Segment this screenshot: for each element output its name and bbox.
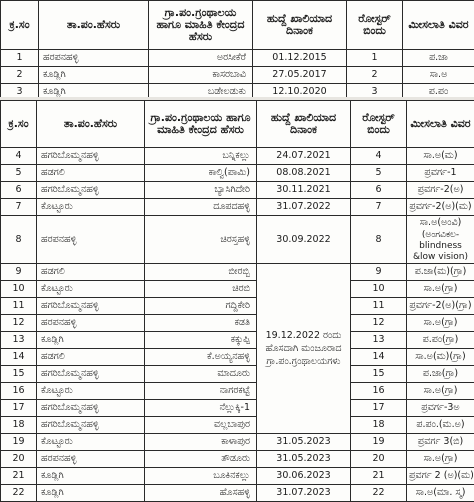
library-cell: ಬನ್ನಿಕಲ್ಲು <box>145 148 257 165</box>
serial-cell: 19 <box>1 434 37 451</box>
table-row <box>1 315 474 332</box>
table-row <box>1 366 474 383</box>
library-cell: ನೆಲ್ಲುಕ್ಕಿ-1 <box>145 400 257 417</box>
table-row <box>1 298 474 315</box>
col-header-roster: ರೋಸ್ಟರ್ ಬಿಂದು <box>351 101 407 148</box>
table-row <box>1 281 474 298</box>
reservation-cell: ಸಾ.ಅ(ಮ) <box>407 148 474 165</box>
table-header-row <box>1 101 474 148</box>
reservation-cell: ಸಾ.ಅ(ಗ್ರಾ) <box>407 281 474 298</box>
taluk-cell: ಹಗರಿಬೊಮ್ಮನಹಳ್ಳಿ <box>37 400 145 417</box>
date-cell: 30.11.2021 <box>257 182 351 199</box>
library-cell: ದೂಪದಹಳ್ಳಿ <box>145 199 257 216</box>
roster-cell: 6 <box>351 182 407 199</box>
table-row <box>1 148 474 165</box>
library-cell: ತೌಡೂರು <box>145 451 257 468</box>
merged-date-note: 19.12.2022 ರಂದು ಹೊಸದಾಗಿ ಮಂಜೂರಾದ ಗ್ರಾ.ಪಂ.ಗ್ರಂಥಾಲಯಗಳು <box>257 264 351 434</box>
date-cell: 31.07.2023 <box>257 485 351 502</box>
taluk-cell: ಹಗರಿಬೊಮ್ಮನಹಳ್ಳಿ <box>37 366 145 383</box>
roster-cell: 8 <box>351 216 407 264</box>
roster-cell: 9 <box>351 264 407 281</box>
serial-cell: 9 <box>1 264 37 281</box>
reservation-cell: ಪ್ರವರ್ಗ-3ಅ <box>407 400 474 417</box>
vacancy-table-1 <box>0 0 474 101</box>
reservation-cell: ಪ್ರವರ್ಗ-2(ಅ)(ಗ್ರಾ) <box>407 298 474 315</box>
table-row <box>1 434 474 451</box>
roster-cell: 4 <box>351 148 407 165</box>
reservation-cell: ಪ್ರವರ್ಗ 3(ಬಿ) <box>407 434 474 451</box>
roster-cell: 19 <box>351 434 407 451</box>
reservation-note: (ಅಂಗವಿಕಲ-blindness &low vision) <box>409 230 472 263</box>
library-cell: ಬ್ಯಾಸಿಗಿದೇರಿ <box>145 182 257 199</box>
reservation-cell: ಪ.ಪಂ <box>403 84 474 101</box>
table-row <box>1 383 474 400</box>
table-row <box>1 182 474 199</box>
col-header-taluk: ತಾ.ಪಂ.ಹೆಸರು <box>37 101 145 148</box>
serial-cell: 18 <box>1 417 37 434</box>
library-cell: ಕಕ್ಕುಪ್ಪಿ <box>145 332 257 349</box>
roster-cell: 7 <box>351 199 407 216</box>
serial-cell: 17 <box>1 400 37 417</box>
serial-cell: 21 <box>1 468 37 485</box>
taluk-cell: ಹಗರಿಬೊಮ್ಮನಹಳ್ಳಿ <box>37 298 145 315</box>
reservation-cell: ಸಾ.ಅ(ಮ)(ಗ್ರಾ) <box>407 349 474 366</box>
col-header-reservation: ಮೀಸಲಾತಿ ವಿವರ <box>407 101 474 148</box>
library-cell: ಬೀರಬ್ಬಿ <box>145 264 257 281</box>
roster-cell: 17 <box>351 400 407 417</box>
roster-cell: 22 <box>351 485 407 502</box>
library-cell: ಕಾಳಾಪುರ <box>145 434 257 451</box>
library-cell: ಬೂಕಿನಕಲ್ಲು <box>145 468 257 485</box>
col-header-library: ಗ್ರಾ.ಪಂ.ಗ್ರಂಥಾಲಯ ಹಾಗೂ ಮಾಹಿತಿ ಕೇಂದ್ರದ ಹೆಸರು <box>149 1 253 50</box>
date-cell: 12.10.2020 <box>253 84 347 101</box>
serial-cell: 12 <box>1 315 37 332</box>
taluk-cell: ಹಡಗಲಿ <box>37 165 145 182</box>
table-row <box>1 67 474 84</box>
date-cell: 31.05.2023 <box>257 451 351 468</box>
table-row <box>1 349 474 366</box>
reservation-cell <box>407 216 474 264</box>
library-cell: ಮಾದೂರು <box>145 366 257 383</box>
reservation-cell: ಪ.ಜಾ(ಗ್ರಾ) <box>407 366 474 383</box>
library-cell: ಬಡೇಲಡುಕು <box>149 84 253 101</box>
taluk-cell: ಕೂಡ್ಲಿಗಿ <box>39 84 149 101</box>
serial-cell: 8 <box>1 216 37 264</box>
reservation-cell: ಪ್ರವರ್ಗ-2(ಅ)(ಮ) <box>407 199 474 216</box>
date-cell: 30.09.2022 <box>257 216 351 264</box>
date-cell: 08.08.2021 <box>257 165 351 182</box>
roster-cell: 18 <box>351 417 407 434</box>
reservation-value: ಸಾ.ಅ(ಅಂವಿ) <box>409 216 472 230</box>
table-row <box>1 264 474 281</box>
library-cell: ನಾಗರಕಟ್ಟೆ <box>145 383 257 400</box>
serial-cell: 5 <box>1 165 37 182</box>
roster-cell: 21 <box>351 468 407 485</box>
taluk-cell: ಕೊಟ್ಟೂರು <box>37 199 145 216</box>
serial-cell: 3 <box>1 84 39 101</box>
reservation-cell: ಸಾ.ಅ <box>403 67 474 84</box>
col-header-vacancy-date: ಹುದ್ದೆ ಖಾಲಿಯಾದ ದಿನಾಂಕ <box>253 1 347 50</box>
library-cell: ಕೆ.ಅಯ್ಯನಹಳ್ಳಿ <box>145 349 257 366</box>
library-cell: ಗದ್ದಿಕೇರಿ <box>145 298 257 315</box>
serial-cell: 14 <box>1 349 37 366</box>
col-header-reservation: ಮೀಸಲಾತಿ ವಿವರ <box>403 1 474 50</box>
roster-cell: 1 <box>347 50 403 67</box>
taluk-cell: ಹರಪನಹಳ್ಳಿ <box>37 315 145 332</box>
taluk-cell: ಹಡಗಲಿ <box>37 349 145 366</box>
taluk-cell: ಕೂಡ್ಲಿಗಿ <box>39 67 149 84</box>
reservation-cell: ಪ.ಜಾ <box>403 50 474 67</box>
reservation-cell: ಪ.ಪಂ.(ಮ.ಅ) <box>407 417 474 434</box>
reservation-cell: ಸಾ.ಅ(ಮಾ. ಸ್ಮ) <box>407 485 474 502</box>
taluk-cell: ಕೂಡ್ಲಿಗಿ <box>37 485 145 502</box>
col-header-serial: ಕ್ರ.ಸಂ <box>1 101 37 148</box>
table-2-section <box>0 100 474 482</box>
library-cell: ಕಡತಿ <box>145 315 257 332</box>
col-header-vacancy-date: ಹುದ್ದೆ ಖಾಲಿಯಾದ ದಿನಾಂಕ <box>257 101 351 148</box>
date-cell: 30.06.2023 <box>257 468 351 485</box>
col-header-roster: ರೋಸ್ಟರ್ ಬಿಂದು <box>347 1 403 50</box>
vacancy-table-2 <box>0 100 474 502</box>
serial-cell: 4 <box>1 148 37 165</box>
table-row <box>1 199 474 216</box>
taluk-cell: ಕೊಟ್ಟೂರು <box>37 434 145 451</box>
roster-cell: 16 <box>351 383 407 400</box>
taluk-cell: ಹಗರಿಬೊಮ್ಮನಹಳ್ಳಿ <box>37 182 145 199</box>
table-row <box>1 400 474 417</box>
taluk-cell: ಹರಪನಹಳ್ಳಿ <box>37 216 145 264</box>
table-row <box>1 332 474 349</box>
date-cell: 31.05.2023 <box>257 434 351 451</box>
serial-cell: 20 <box>1 451 37 468</box>
roster-cell: 2 <box>347 67 403 84</box>
taluk-cell: ಕೊಟ್ಟೂರು <box>37 383 145 400</box>
library-cell: ವಲ್ಲಬಾಪುರ <box>145 417 257 434</box>
table-header-row <box>1 1 474 50</box>
serial-cell: 2 <box>1 67 39 84</box>
roster-cell: 11 <box>351 298 407 315</box>
serial-cell: 15 <box>1 366 37 383</box>
col-header-library: ಗ್ರಾ.ಪಂ.ಗ್ರಂಥಾಲಯ ಹಾಗೂ ಮಾಹಿತಿ ಕೇಂದ್ರದ ಹೆಸರು <box>145 101 257 148</box>
roster-cell: 20 <box>351 451 407 468</box>
taluk-cell: ಕೂಡ್ಲಿಗಿ <box>37 332 145 349</box>
reservation-cell: ಪ್ರವರ್ಗ-1 <box>407 165 474 182</box>
reservation-cell: ಪ.ಪಂ(ಗ್ರಾ) <box>407 332 474 349</box>
roster-cell: 13 <box>351 332 407 349</box>
taluk-cell: ಹಗರಿಬೊಮ್ಮನಹಳ್ಳಿ <box>37 148 145 165</box>
reservation-cell: ಸಾ.ಅ(ಗ್ರಾ) <box>407 315 474 332</box>
roster-cell: 3 <box>347 84 403 101</box>
reservation-cell: ಪ್ರವರ್ಗ-2(ಅ) <box>407 182 474 199</box>
roster-cell: 5 <box>351 165 407 182</box>
serial-cell: 10 <box>1 281 37 298</box>
serial-cell: 13 <box>1 332 37 349</box>
library-cell: ಚಿರಬಿ <box>145 281 257 298</box>
library-cell: ಅರಸೀಕೆರೆ <box>149 50 253 67</box>
taluk-cell: ಹಗರಿಬೊಮ್ಮನಹಳ್ಳಿ <box>37 417 145 434</box>
library-cell: ಚಿರಸ್ತಹಳ್ಳಿ <box>145 216 257 264</box>
table-row <box>1 451 474 468</box>
date-cell: 24.07.2021 <box>257 148 351 165</box>
col-header-taluk: ತಾ.ಪಂ.ಹೆಸರು <box>39 1 149 50</box>
reservation-cell: ಪ್ರವರ್ಗ 2 (ಅ)(ಮ) <box>407 468 474 485</box>
col-header-serial: ಕ್ರ.ಸಂ <box>1 1 39 50</box>
library-cell: ಹೊಸಹಳ್ಳಿ <box>145 485 257 502</box>
roster-cell: 14 <box>351 349 407 366</box>
table-row <box>1 417 474 434</box>
serial-cell: 22 <box>1 485 37 502</box>
library-cell: ಕಾಸರಬಾವಿ <box>149 67 253 84</box>
reservation-cell: ಸಾ.ಅ(ಗ್ರಾ) <box>407 383 474 400</box>
library-cell: ಕಾಲ್ವಿ(ಪಾಮಿ) <box>145 165 257 182</box>
date-cell: 01.12.2015 <box>253 50 347 67</box>
taluk-cell: ಹರಪನಹಳ್ಳಿ <box>37 451 145 468</box>
taluk-cell: ಕೊಟ್ಟೂರು <box>37 281 145 298</box>
roster-cell: 12 <box>351 315 407 332</box>
table-row <box>1 165 474 182</box>
serial-cell: 16 <box>1 383 37 400</box>
roster-cell: 10 <box>351 281 407 298</box>
taluk-cell: ಹರಪನಹಳ್ಳಿ <box>39 50 149 67</box>
table-row <box>1 216 474 264</box>
serial-cell: 1 <box>1 50 39 67</box>
serial-cell: 11 <box>1 298 37 315</box>
reservation-cell: ಪ.ಜಾ(ಮ)(ಗ್ರಾ) <box>407 264 474 281</box>
table-row <box>1 50 474 67</box>
table-row <box>1 485 474 502</box>
taluk-cell: ಕೂಡ್ಲಿಗಿ <box>37 468 145 485</box>
roster-cell: 15 <box>351 366 407 383</box>
taluk-cell: ಹಡಗಲಿ <box>37 264 145 281</box>
table-1-section <box>0 0 474 100</box>
date-cell: 31.07.2022 <box>257 199 351 216</box>
serial-cell: 7 <box>1 199 37 216</box>
reservation-cell: ಸಾ.ಅ(ಗ್ರಾ) <box>407 451 474 468</box>
date-cell: 27.05.2017 <box>253 67 347 84</box>
serial-cell: 6 <box>1 182 37 199</box>
